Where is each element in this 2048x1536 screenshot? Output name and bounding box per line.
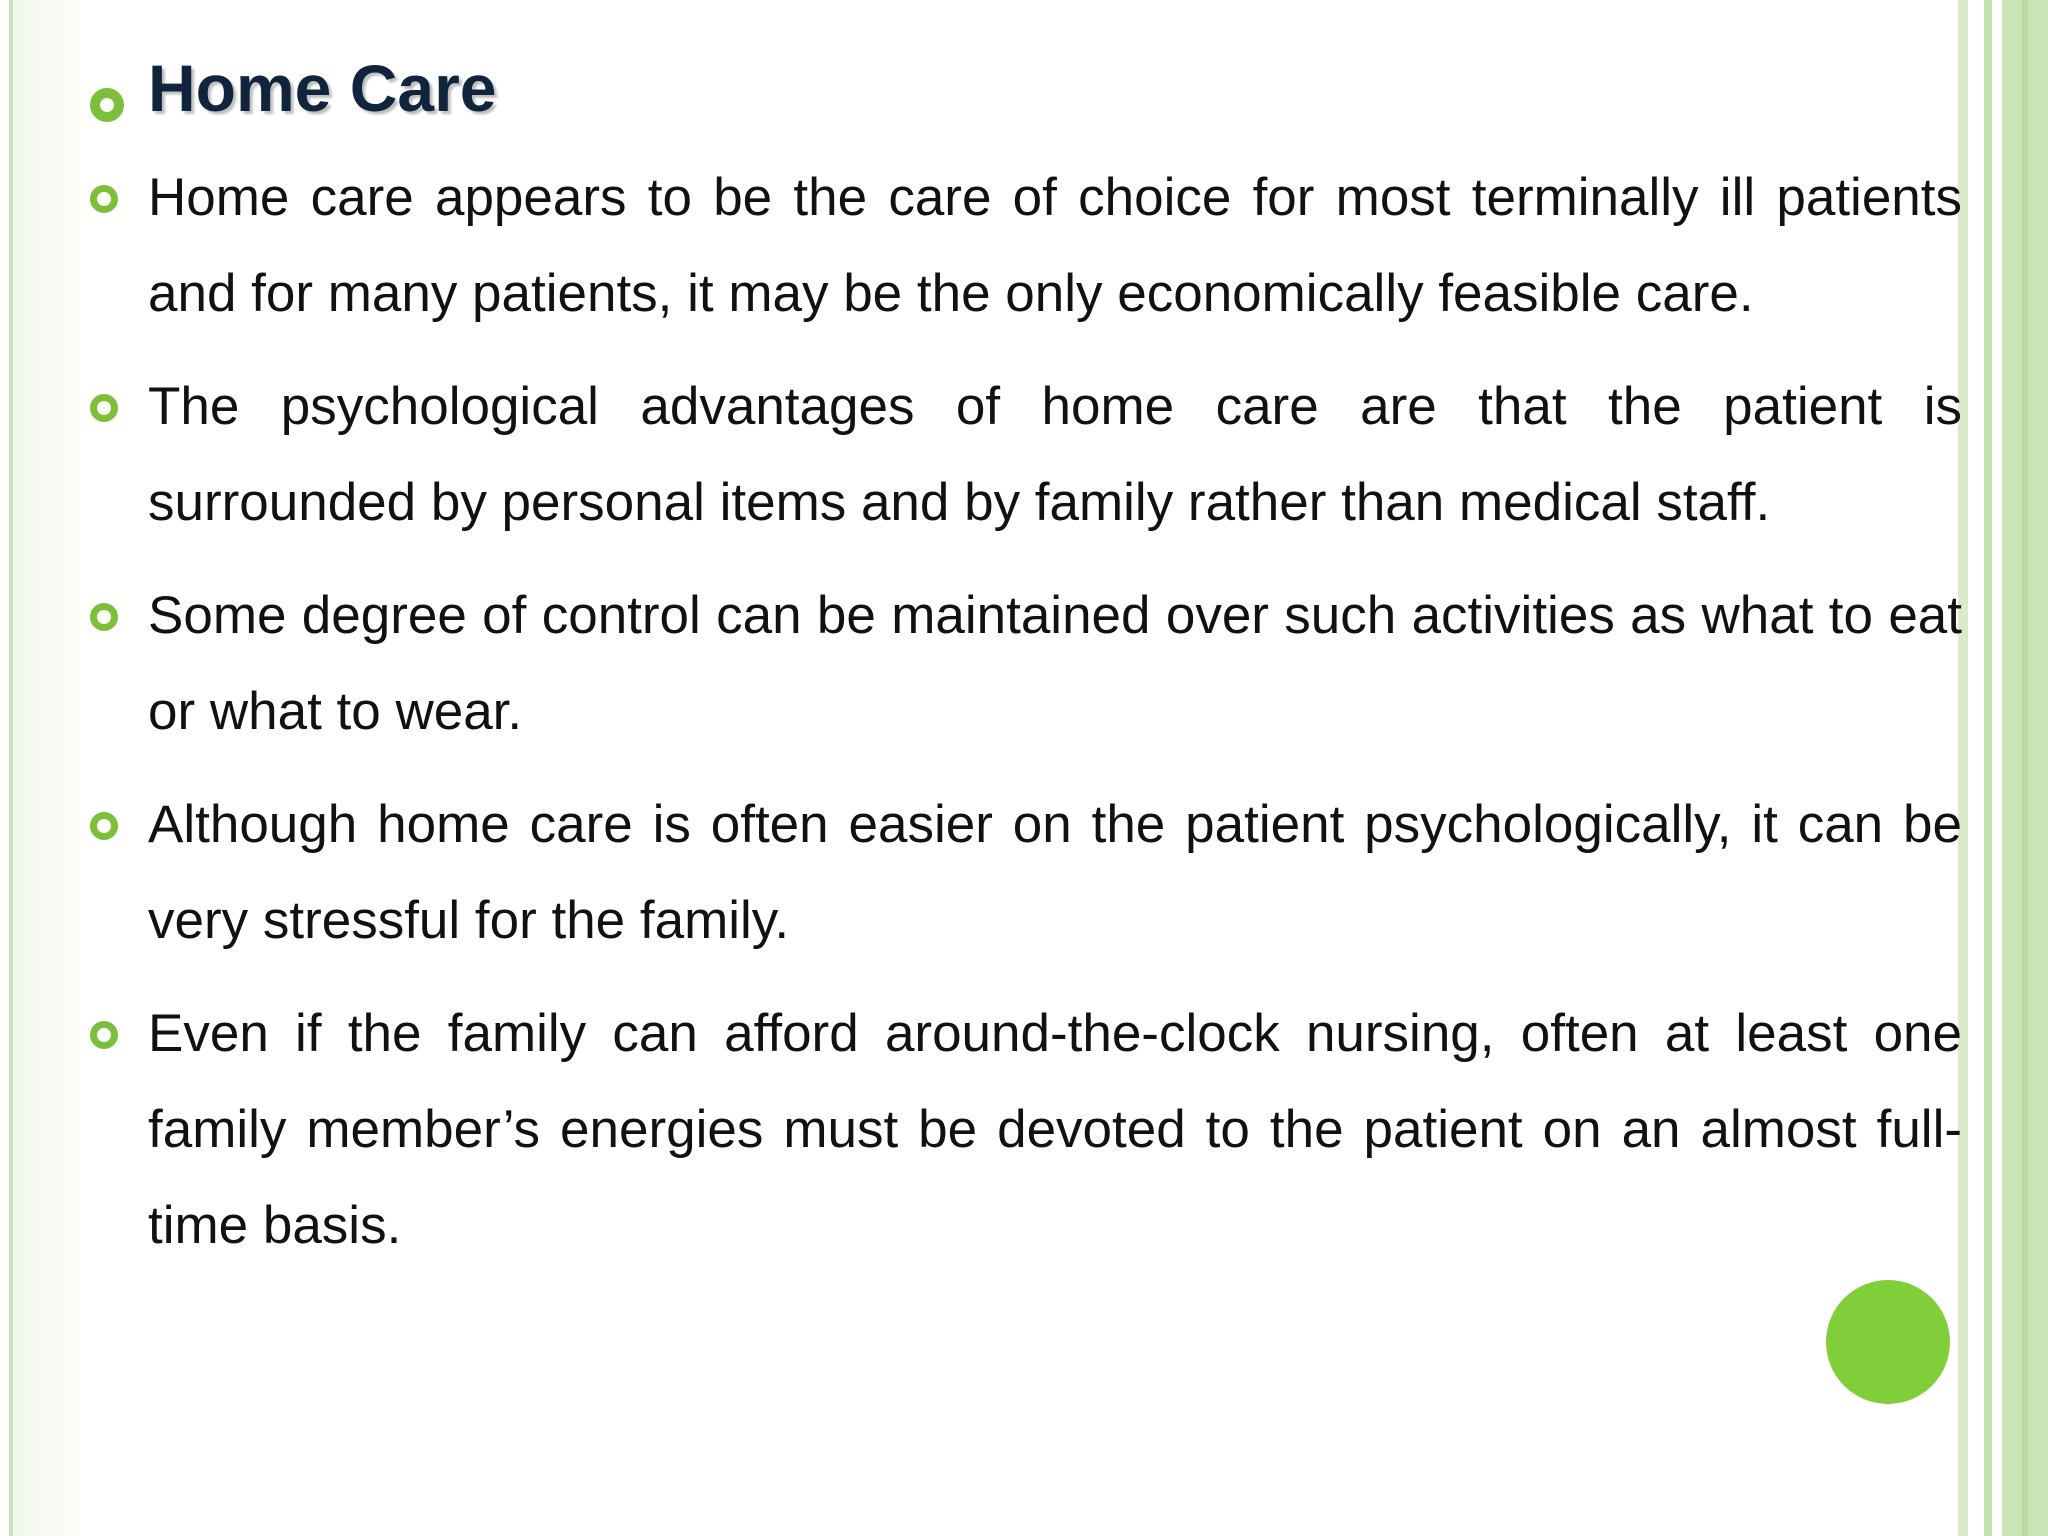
title-row — [90, 40, 1962, 150]
right-stripe — [1984, 0, 1992, 1536]
right-stripe — [1992, 0, 2002, 1536]
list-item — [90, 986, 1962, 1274]
bullet-text: The psychological advantages of home care are that the patient is surrounded by personal items and by family rather than medical staff. — [148, 377, 1962, 532]
title-bullet-icon — [90, 88, 124, 122]
list-item — [90, 777, 1962, 969]
right-decorative-band — [1958, 0, 2048, 1536]
list-item — [90, 359, 1962, 551]
bullet-icon — [90, 603, 118, 631]
bullet-text: Although home care is often easier on the patient psychologically, it can be very stressful for the family. — [148, 795, 1962, 950]
bullet-list — [90, 150, 1962, 1274]
slide-title: Home Care — [148, 51, 497, 125]
left-decorative-band — [0, 0, 80, 1536]
list-item — [90, 150, 1962, 342]
bullet-icon — [90, 185, 118, 213]
slide-content — [90, 40, 1962, 1291]
bullet-icon — [90, 394, 118, 422]
bullet-icon — [90, 1021, 118, 1049]
bullet-text: Some degree of control can be maintained over such activities as what to eat or what to wear. — [148, 586, 1962, 741]
bullet-icon — [90, 812, 118, 840]
decorative-green-circle — [1826, 1280, 1950, 1404]
bullet-text: Even if the family can afford around-the-clock nursing, often at least one family member’s energies must be devoted to the patient on an almost full-time basis. — [148, 1004, 1962, 1255]
bullet-text: Home care appears to be the care of choice for most terminally ill patients and for many patients, it may be the only economically feasible care. — [148, 168, 1962, 323]
right-stripe — [1968, 0, 1984, 1536]
right-stripe — [2022, 0, 2028, 1536]
list-item — [90, 568, 1962, 760]
